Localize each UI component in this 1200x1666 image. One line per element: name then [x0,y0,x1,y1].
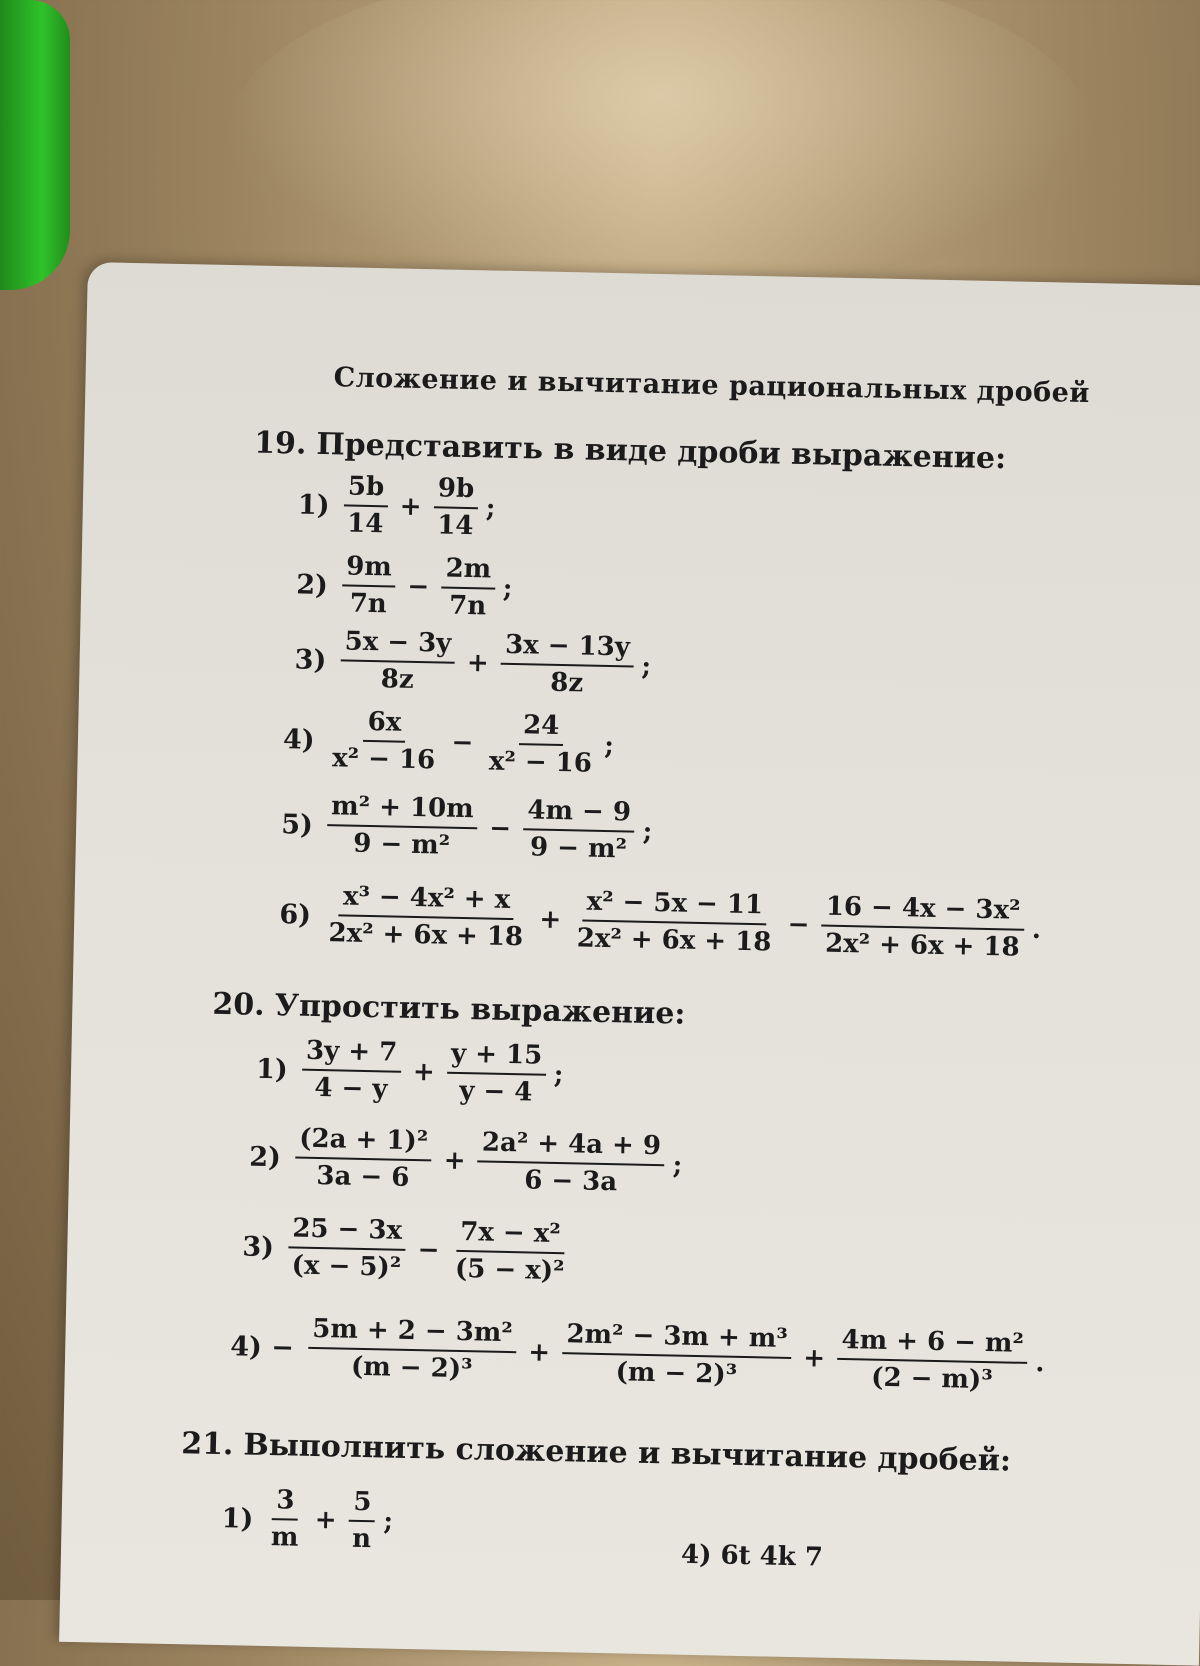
numerator: 2m [441,554,495,589]
fraction [324,882,528,953]
numerator: 6x [363,708,405,743]
punctuation: ; [642,817,653,848]
fraction [446,1040,547,1109]
exercise-19-3 [294,626,652,700]
exercise-21-1 [221,1485,394,1555]
fraction [573,887,777,958]
fraction [561,1320,792,1392]
textbook-page [59,262,1200,1666]
exercise-19-5 [281,791,653,866]
operator: + [314,1505,337,1536]
operator: + [399,491,422,523]
partial-exercise-21-4: 4) 6t 4k 7 [680,1539,824,1573]
exercise-20-4 [230,1313,1046,1397]
numerator: 9m [342,552,396,587]
punctuation: ; [603,731,615,762]
punctuation: . [1031,915,1042,946]
exercise-label: 1) [221,1502,254,1535]
exercise-label: 5) [280,809,314,841]
numerator: 5m + 2 − 3m² [308,1315,517,1353]
numerator: 2a² + 4a + 9 [478,1128,666,1166]
numerator: m² + 10m [327,792,478,829]
numerator: 3x − 13y [501,631,634,668]
punctuation: ; [383,1506,394,1538]
fraction [294,1125,432,1195]
numerator: 7x − x² [456,1218,565,1254]
punctuation: ; [672,1150,683,1182]
problem-number: 21. [180,1426,234,1463]
operator: + [412,1057,435,1088]
punctuation: ; [502,574,513,605]
fraction [485,710,597,779]
exercise-19-6 [279,881,1042,964]
fraction [287,1214,406,1283]
denominator: 2x² + 6x + 18 [576,923,772,958]
punctuation: ; [553,1060,564,1091]
denominator: 9 − m² [352,828,451,861]
operator: + [803,1343,826,1375]
denominator: 2x² + 6x + 18 [328,918,524,953]
numerator: 4m − 9 [523,796,635,832]
fraction [326,792,478,862]
numerator: 25 − 3x [288,1214,406,1250]
fraction [307,1315,517,1386]
denominator: 3a − 6 [316,1160,410,1193]
denominator: 9 − m² [529,832,628,865]
numerator: 5x − 3y [340,627,455,663]
numerator: 24 [519,711,564,746]
exercise-20-1 [255,1036,564,1109]
exercise-label: 1) [255,1053,289,1086]
denominator: 7n [448,590,487,622]
numerator: 4m + 6 − m² [837,1326,1028,1364]
numerator: x³ − 4x² + x [339,882,515,920]
denominator: 14 [346,508,384,540]
problem-text: Упростить выражение: [274,988,686,1032]
exercise-label: 4) [282,724,315,756]
denominator: (m − 2)³ [615,1357,738,1390]
problem-20-heading [212,987,686,1032]
punctuation: ; [641,652,652,683]
fraction [328,707,440,776]
problem-number: 19. [253,425,307,462]
numerator: 9b [434,474,479,509]
fraction [301,1037,402,1106]
denominator: x² − 16 [488,746,593,779]
numerator: 5 [349,1488,376,1522]
operator: − [488,813,512,845]
exercise-20-3 [242,1213,574,1287]
fraction [348,1488,376,1555]
exercise-20-2 [249,1124,683,1200]
problem-21-heading [181,1426,1011,1478]
problem-number: 20. [212,986,266,1023]
problem-text: Выполнить сложение и вычитание дробей: [243,1427,1012,1479]
numerator: 16 − 4x − 3x² [821,893,1024,931]
punctuation: . [1035,1348,1045,1379]
fraction [821,893,1025,964]
numerator: (2a + 1)² [295,1125,433,1162]
denominator: 6 − 3a [523,1165,618,1198]
fraction [341,552,396,620]
fraction [441,554,496,622]
denominator: 8z [380,664,414,695]
exercise-19-1 [297,471,496,542]
fraction [343,472,389,540]
fraction [267,1486,304,1554]
operator: + [527,1337,551,1369]
denominator: (5 − x)² [454,1253,565,1287]
fraction [433,474,479,542]
exercise-label: 4) − [229,1331,295,1364]
numerator: x² − 5x − 11 [582,888,767,926]
denominator: 14 [436,510,474,542]
denominator: (x − 5)² [291,1250,402,1283]
exercise-label: 2) [295,569,329,601]
numerator: 3y + 7 [302,1037,402,1073]
exercise-19-4 [282,706,614,780]
denominator: 2x² + 6x + 18 [824,928,1020,963]
operator: − [451,728,474,759]
numerator: 3 [272,1486,299,1520]
exercise-label: 1) [297,489,330,521]
operator: − [787,910,810,941]
problem-text: Представить в виде дроби выражение: [316,426,1007,477]
exercise-label: 3) [242,1231,275,1263]
exercise-label: 2) [248,1141,282,1174]
fraction [522,796,635,865]
numerator: 5b [344,472,389,507]
denominator: 8z [549,667,584,699]
denominator: m [270,1522,299,1553]
denominator: (2 − m)³ [870,1362,993,1396]
denominator: n [351,1523,372,1555]
fraction [340,627,456,696]
denominator: (m − 2)³ [350,1351,473,1385]
fraction [836,1326,1028,1397]
denominator: x² − 16 [331,743,436,776]
punctuation: ; [485,493,496,524]
operator: + [539,904,562,936]
exercise-label: 6) [279,899,312,931]
denominator: 7n [349,588,388,620]
fraction [451,1218,570,1287]
operator: − [407,572,430,603]
operator: + [443,1146,466,1177]
exercise-label: 3) [294,644,327,676]
denominator: y − 4 [459,1075,533,1108]
problem-19-heading [254,426,1007,477]
green-object [0,0,70,290]
exercise-19-2 [296,551,514,622]
operator: + [466,648,490,679]
numerator: 2m² − 3m + m³ [562,1320,792,1359]
glass-bowl [230,0,1090,300]
operator: − [417,1235,440,1266]
section-title: Сложение и вычитание рациональных дробей [333,362,1091,410]
fraction [477,1128,665,1199]
fraction [500,631,634,701]
denominator: 4 − y [314,1072,388,1105]
numerator: y + 15 [447,1040,547,1076]
